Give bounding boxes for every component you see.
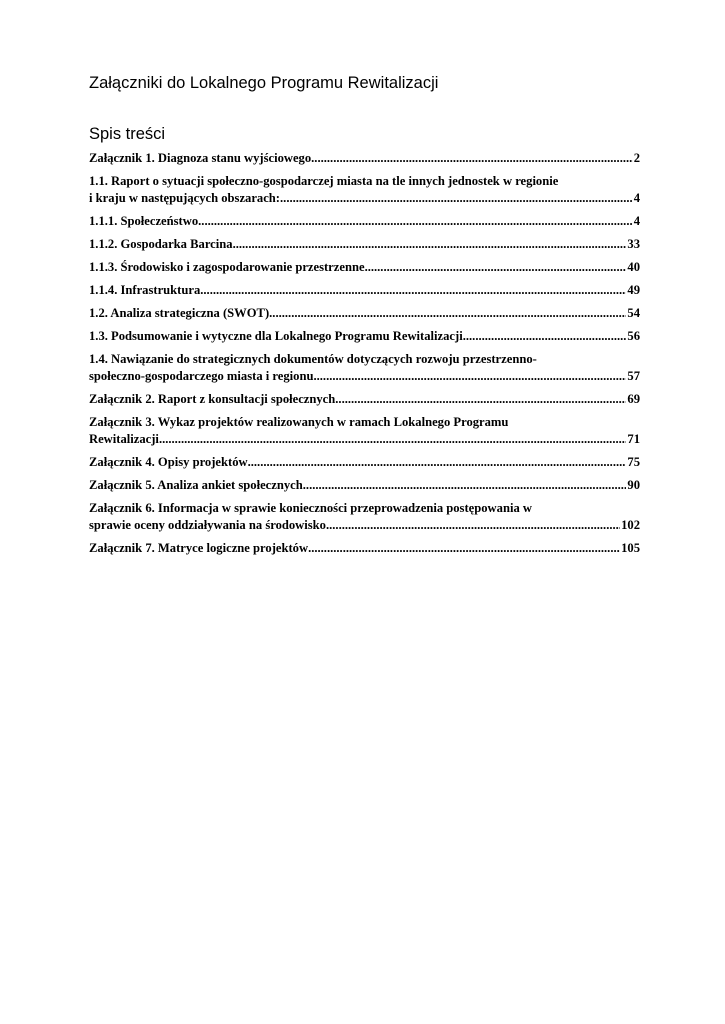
toc-page-number: 105 [621, 541, 640, 555]
toc-entry-title-line: 1.1.4. Infrastruktura [89, 283, 201, 297]
toc-entry[interactable] [89, 150, 640, 167]
toc-entry-last-line [89, 540, 640, 557]
dot-leader [365, 259, 627, 276]
toc-entry[interactable] [89, 173, 640, 207]
toc-heading: Spis treści [89, 125, 166, 143]
toc-entry-title-line: Rewitalizacji [89, 432, 159, 446]
toc-entry-title-line: Załącznik 2. Raport z konsultacji społecznych [89, 392, 336, 406]
toc-entry-title-line: Załącznik 1. Diagnoza stanu wyjściowego [89, 151, 312, 165]
dot-leader [233, 236, 627, 253]
toc-page-number: 56 [627, 329, 640, 343]
toc-entry[interactable] [89, 414, 640, 448]
toc-entry-title-line: sprawie oceny oddziaływania na środowisko [89, 518, 326, 532]
toc-entry[interactable] [89, 391, 640, 408]
toc-entry[interactable] [89, 259, 640, 276]
toc-page-number: 49 [627, 283, 640, 297]
toc-page-number: 2 [633, 151, 640, 165]
toc-entry-last-line [89, 213, 640, 230]
toc-entry[interactable] [89, 213, 640, 230]
toc-entry[interactable] [89, 351, 640, 385]
toc-entry-title-line: i kraju w następujących obszarach: [89, 191, 281, 205]
toc-entry-last-line [89, 368, 640, 385]
toc-entry-last-line [89, 391, 640, 408]
dot-leader [269, 305, 626, 322]
table-of-contents [89, 150, 640, 557]
toc-entry-title-line: 1.3. Podsumowanie i wytyczne dla Lokalnego Programu Rewitalizacji [89, 329, 463, 343]
dot-leader [463, 328, 627, 345]
toc-entry-title-line: 1.1.2. Gospodarka Barcina [89, 237, 233, 251]
toc-entry-title-line: społeczno-gospodarczego miasta i regionu. [89, 369, 317, 383]
toc-entry-last-line [89, 477, 640, 494]
toc-page-number: 54 [627, 306, 640, 320]
toc-entry[interactable] [89, 540, 640, 557]
toc-entry-title-line: 1.2. Analiza strategiczna (SWOT) [89, 306, 270, 320]
toc-entry[interactable] [89, 328, 640, 345]
toc-entry-last-line [89, 282, 640, 299]
toc-entry[interactable] [89, 477, 640, 494]
dot-leader [303, 477, 627, 494]
dot-leader [280, 190, 633, 207]
toc-page-number: 71 [627, 432, 640, 446]
toc-entry-title-line: Załącznik 5. Analiza ankiet społecznych [89, 478, 303, 492]
toc-entry-title-line: Załącznik 4. Opisy projektów [89, 455, 248, 469]
toc-page-number: 33 [627, 237, 640, 251]
dot-leader [335, 391, 626, 408]
toc-entry-last-line [89, 517, 640, 534]
toc-entry[interactable] [89, 282, 640, 299]
toc-entry-last-line [89, 236, 640, 253]
toc-page-number: 75 [627, 455, 640, 469]
toc-entry-last-line [89, 431, 640, 448]
toc-entry-title-line: Załącznik 6. Informacja w sprawie konieczności przeprowadzenia postępowania w [89, 501, 532, 515]
toc-page-number: 102 [621, 518, 640, 532]
toc-entry-last-line [89, 259, 640, 276]
toc-entry-title-line: 1.1. Raport o sytuacji społeczno-gospodarczej miasta na tle innych jednostek w regionie [89, 174, 559, 188]
toc-entry-last-line [89, 305, 640, 322]
toc-page-number: 69 [627, 392, 640, 406]
toc-page-number: 4 [633, 214, 640, 228]
toc-entry-title-line: 1.1.3. Środowisko i zagospodarowanie przestrzenne [89, 260, 365, 274]
dot-leader [311, 150, 633, 167]
toc-entry-title-line: Załącznik 3. Wykaz projektów realizowanych w ramach Lokalnego Programu [89, 415, 509, 429]
dot-leader [159, 431, 626, 448]
dot-leader [326, 517, 620, 534]
toc-entry-last-line [89, 190, 640, 207]
toc-entry[interactable] [89, 305, 640, 322]
dot-leader [317, 368, 627, 385]
toc-entry-title-line: 1.4. Nawiązanie do strategicznych dokumentów dotyczących rozwoju przestrzenno- [89, 352, 537, 366]
toc-page-number: 4 [633, 191, 640, 205]
toc-entry[interactable] [89, 236, 640, 253]
toc-page-number: 90 [627, 478, 640, 492]
dot-leader [248, 454, 627, 471]
dot-leader [198, 213, 633, 230]
toc-page-number: 57 [627, 369, 640, 383]
toc-page-number: 40 [627, 260, 640, 274]
document-title: Załączniki do Lokalnego Programu Rewitalizacji [89, 74, 439, 92]
dot-leader [308, 540, 620, 557]
toc-entry-title-line: Załącznik 7. Matryce logiczne projektów [89, 541, 309, 555]
dot-leader [200, 282, 626, 299]
toc-entry[interactable] [89, 454, 640, 471]
toc-entry-last-line [89, 454, 640, 471]
toc-entry[interactable] [89, 500, 640, 534]
toc-entry-last-line [89, 150, 640, 167]
toc-entry-last-line [89, 328, 640, 345]
toc-entry-title-line: 1.1.1. Społeczeństwo [89, 214, 199, 228]
